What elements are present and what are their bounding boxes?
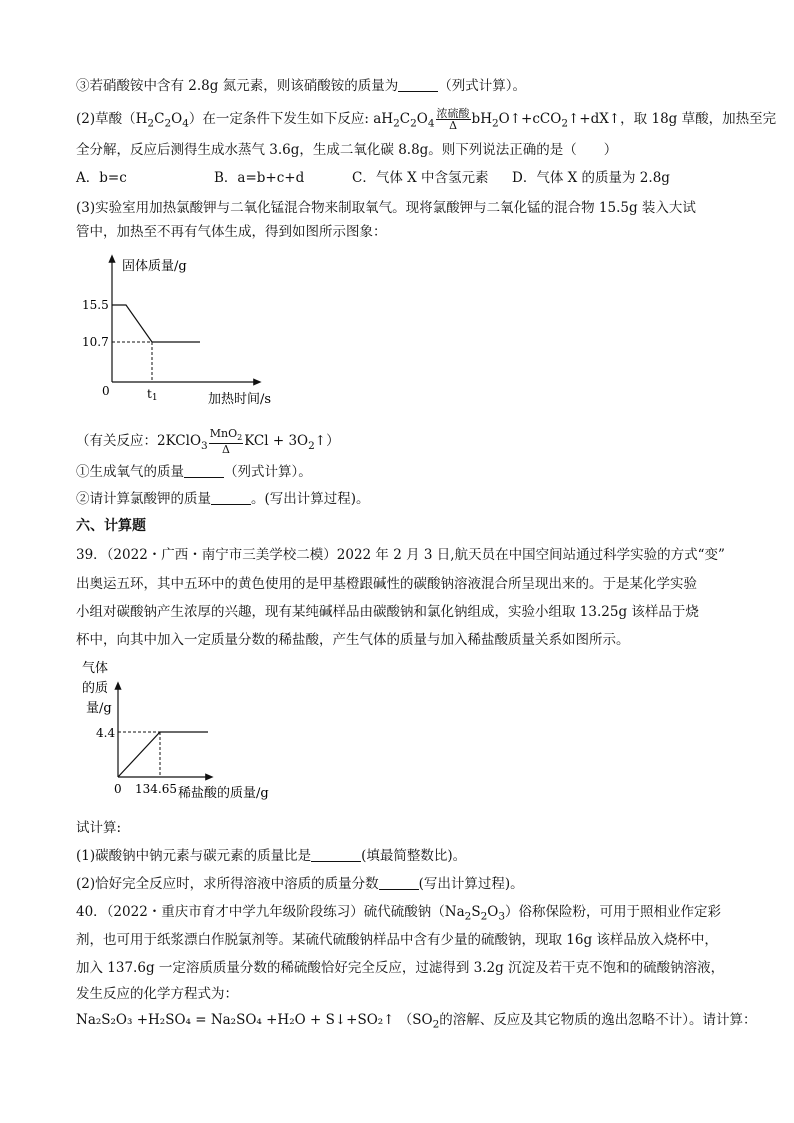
chart-solid-mass bbox=[60, 250, 300, 410]
question-nitrogen-mass bbox=[76, 76, 726, 96]
question-39-line1: 39．（2022・广西・南宁市三美学校二模）2022 年 2 月 3 日,航天员在中国空间站通过科学实验的方式“变” bbox=[76, 547, 725, 563]
y-axis-label-1: 气体 bbox=[82, 661, 109, 676]
y-axis-label-2: 的质 bbox=[82, 681, 109, 696]
text: (2)草酸（H bbox=[76, 111, 148, 127]
condition-top: 浓硫酸 bbox=[436, 107, 470, 120]
text: O bbox=[487, 904, 499, 920]
answer-blank bbox=[398, 77, 438, 92]
condition-bottom: Δ bbox=[221, 443, 230, 457]
question-40-equation bbox=[76, 1010, 757, 1035]
text: O bbox=[171, 111, 183, 127]
text: O↑+cCO bbox=[498, 111, 562, 127]
subscript: 2 bbox=[491, 117, 499, 130]
subscript: 2 bbox=[308, 439, 315, 452]
question-2-line2: 全分解，反应后测得生成水蒸气 3.6g，生成二氧化碳 8.8g。则下列说法正确的是（ ） bbox=[76, 142, 618, 158]
option-b: B．a=b+c+d bbox=[214, 170, 305, 186]
subscript: 2 bbox=[561, 117, 568, 130]
question-3-line1: (3)实验室用加热氯酸钾与二氧化锰混合物来制取氧气。现将氯酸钾与二氧化锰的混合物 15.5g 装入大试 bbox=[76, 200, 696, 216]
text: bH bbox=[471, 111, 492, 127]
question-39-sub2 bbox=[76, 874, 726, 894]
y-axis-label: 固体质量/g bbox=[122, 259, 187, 274]
question-40-line3: 加入 137.6g 一定溶质质量分数的稀硫酸恰好完全反应，过滤得到 3.2g 沉淀及若干克不饱和的硫酸钠溶液， bbox=[76, 960, 725, 976]
text: (2)恰好完全反应时，求所得溶液中溶质的质量分数 bbox=[76, 876, 379, 892]
question-2-options bbox=[76, 168, 726, 188]
question-39-line4: 杯中，向其中加入一定质量分数的稀盐酸，产生气体的质量与加入稀盐酸质量关系如图所示。 bbox=[76, 632, 630, 648]
question-3-reaction bbox=[76, 428, 726, 456]
text: ）俗称保险粉，可用于照相业作定彩 bbox=[505, 904, 722, 920]
question-39-sub1 bbox=[76, 846, 726, 866]
text: ②请计算氯酸钾的质量 bbox=[76, 491, 211, 507]
question-3-sub2 bbox=[76, 489, 726, 509]
x-tick-t1 bbox=[147, 387, 158, 403]
x-axis-label: 稀盐酸的质量/g bbox=[178, 786, 269, 801]
subscript: 4 bbox=[427, 117, 435, 130]
answer-blank bbox=[184, 463, 224, 478]
chemical-equation: Na₂S₂O₃ +H₂SO₄ = Na₂SO₄ +H₂O + S↓+SO₂↑ bbox=[76, 1012, 395, 1028]
answer-blank bbox=[379, 875, 419, 890]
question-text: （列式计算）。 bbox=[438, 78, 526, 94]
subscript: 2 bbox=[237, 433, 243, 443]
subscript: 2 bbox=[464, 910, 472, 923]
chart-gas-mass bbox=[72, 655, 292, 803]
text: C bbox=[399, 111, 411, 127]
subscript: 2 bbox=[164, 117, 172, 130]
x-tick: 134.65 bbox=[135, 782, 177, 796]
try-calc-label: 试计算: bbox=[76, 820, 122, 836]
text: ↑） bbox=[314, 433, 340, 450]
option-a: A．b=c bbox=[76, 170, 127, 186]
subscript: 2 bbox=[410, 117, 417, 130]
subscript: 4 bbox=[182, 117, 189, 130]
text: (1)碳酸钠中钠元素与碳元素的质量比是 bbox=[76, 848, 312, 864]
origin-label: 0 bbox=[114, 782, 122, 796]
y-tick-high: 15.5 bbox=[82, 298, 109, 312]
text: KCl + 3O bbox=[244, 433, 309, 450]
section-title: 六、计算题 bbox=[76, 518, 146, 534]
x-axis-label: 加热时间/s bbox=[208, 392, 272, 407]
subscript: 2 bbox=[147, 117, 155, 130]
data-line bbox=[112, 305, 200, 342]
question-39-line3: 小组对碳酸钠产生浓厚的兴趣，现有某纯碱样品由碳酸钠和氯化钠组成，实验小组取 13.25g 该样品于烧 bbox=[76, 604, 699, 620]
option-c: C．气体 X 中含氢元素 bbox=[352, 170, 489, 186]
subscript: 2 bbox=[480, 910, 488, 923]
y-axis-label-3: 量/g bbox=[86, 701, 112, 716]
text: （列式计算）。 bbox=[224, 464, 312, 480]
text: ①生成氧气的质量 bbox=[76, 464, 184, 480]
question-40-line2: 剂，也可用于纸浆漂白作脱氯剂等。某硫代硫酸钠样品中含有少量的硫酸钠，现取 16g 该样品放入烧杯中， bbox=[76, 932, 718, 948]
text: C bbox=[154, 111, 165, 127]
text: 。(写出计算过程)。 bbox=[251, 491, 370, 507]
question-2-line1 bbox=[76, 107, 777, 134]
question-3-line2: 管中，加热至不再有气体生成，得到如图所示图象： bbox=[76, 224, 387, 240]
subscript: 2 bbox=[432, 1018, 440, 1031]
text: (填最简整数比)。 bbox=[361, 848, 467, 864]
question-40-line4: 发生反应的化学方程式为： bbox=[76, 986, 238, 1002]
y-tick-low: 10.7 bbox=[82, 335, 109, 349]
text: 的溶解、反应及其它物质的逸出忽略不计）。请计算： bbox=[439, 1012, 757, 1028]
condition-bottom: Δ bbox=[449, 119, 458, 132]
text: （有关反应：2KClO bbox=[76, 433, 202, 450]
condition-top-text: MnO bbox=[209, 427, 238, 440]
text: （SO bbox=[398, 1012, 433, 1028]
y-tick: 4.4 bbox=[96, 726, 116, 740]
subscript: 3 bbox=[201, 439, 208, 452]
text: O bbox=[416, 111, 428, 127]
origin-label: 0 bbox=[102, 384, 110, 398]
text: 40．（2022・重庆市育才中学九年级阶段练习）硫代硫酸钠（Na bbox=[76, 904, 465, 920]
text: S bbox=[471, 904, 481, 920]
text: (写出计算过程)。 bbox=[418, 876, 524, 892]
reaction-condition bbox=[209, 428, 243, 455]
question-3-sub1 bbox=[76, 462, 726, 482]
condition-top bbox=[209, 428, 243, 444]
question-39-line2: 出奥运五环，其中五环中的黄色使用的是甲基橙跟碱性的碳酸钠溶液混合所呈现出来的。于是某化学实验 bbox=[76, 576, 697, 592]
subscript: 3 bbox=[498, 910, 506, 923]
text: ）在一定条件下发生如下反应: aH bbox=[188, 111, 394, 127]
option-d: D．气体 X 的质量为 2.8g bbox=[512, 170, 670, 186]
reaction-condition bbox=[436, 108, 471, 131]
x-tick-t: t bbox=[147, 387, 152, 401]
question-text: ③若硝酸铵中含有 2.8g 氮元素，则该硝酸铵的质量为 bbox=[76, 78, 399, 94]
answer-blank bbox=[311, 847, 361, 862]
text: ↑+dX↑，取 18g 草酸，加热至完 bbox=[568, 111, 777, 127]
question-40-line1 bbox=[76, 902, 726, 927]
subscript: 2 bbox=[393, 117, 400, 130]
x-tick-sub: 1 bbox=[151, 393, 158, 403]
data-line bbox=[118, 732, 208, 777]
answer-blank bbox=[211, 490, 251, 505]
